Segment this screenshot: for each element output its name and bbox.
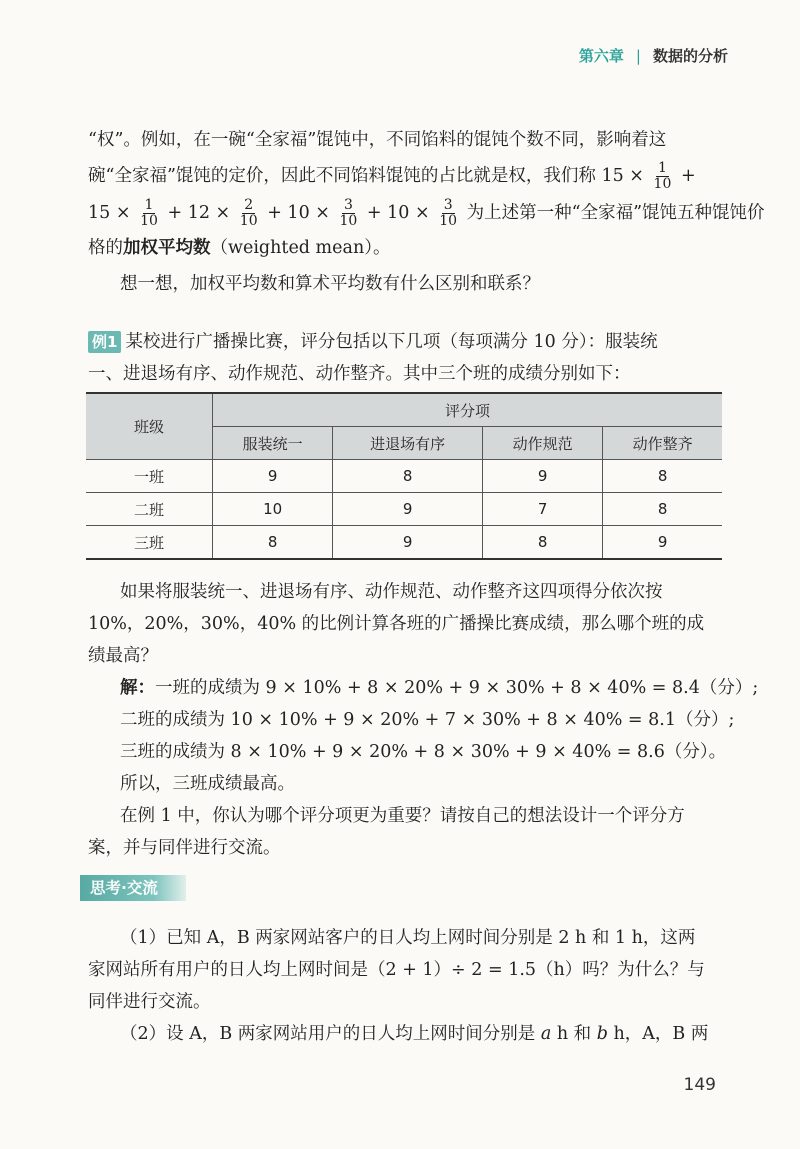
numerator: 3 [443,197,453,213]
text: 某校进行广播操比赛，评分包括以下几项（每项满分 10 分）：服装统 [125,332,658,352]
key-term: 加权平均数 [123,238,211,258]
table-cell: 10 [213,493,333,526]
column-header: 服装统一 [213,427,333,460]
fraction [437,198,459,229]
text: 15 × [88,203,131,223]
denominator: 10 [140,213,158,229]
page-number: 149 [683,1075,716,1095]
text: h 和 [551,1024,597,1044]
paragraph-line: “权”。例如，在一碗“全家福”馄饨中，不同馅料的馄饨个数不同，影响着这 [88,130,667,150]
table-cell: 9 [483,460,603,493]
column-header: 动作规范 [483,427,603,460]
paragraph-line [88,232,728,264]
text: h，A，B 两 [607,1024,709,1044]
column-header: 动作整齐 [603,427,722,460]
example-line: 一、进退场有序、动作规范、动作整齐。其中三个班的成绩分别如下： [88,364,631,384]
table-row [86,526,722,560]
text: + [680,166,696,186]
variable-a: a [540,1024,552,1044]
example-tag: 例1 [88,331,121,353]
q1-line: 同伴进行交流。 [88,992,211,1012]
variable-b: b [596,1024,608,1044]
text: + 10 × [366,203,430,223]
text: 为上述第一种“全家福”馄饨五种馄饨价 [466,203,765,223]
numerator: 3 [343,197,353,213]
table-cell: 7 [483,493,603,526]
table-row [86,493,722,526]
row-header: 一班 [86,460,213,493]
fraction [138,198,160,229]
denominator: 10 [653,176,672,192]
question-line: 10%，20%，30%，40% 的比例计算各班的广播操比赛成绩，那么哪个班的成 [88,614,705,634]
chapter-topic: 数据的分析 [652,47,728,65]
table-cell: 8 [603,460,722,493]
text: + 10 × [267,203,330,223]
question-line: 绩最高？ [88,646,158,666]
question-line: 如果将服装统一、进退场有序、动作规范、动作整齐这四项得分依次按 [120,582,663,602]
q1-line: （1）已知 A，B 两家网站客户的日人均上网时间分别是 2 h 和 1 h，这两 [120,928,696,948]
solution-line: 三班的成绩为 8 × 10% + 9 × 20% + 8 × 30% + 9 × 40% = 8.6（分）。 [120,742,727,762]
discussion-line: 在例 1 中，你认为哪个评分项更为重要？请按自己的想法设计一个评分方 [120,806,685,826]
table-cell: 9 [603,526,722,560]
table-cell: 8 [213,526,333,560]
paragraph-line [88,197,765,229]
discussion-line: 案，并与同伴进行交流。 [88,838,281,858]
q2-line [88,1018,728,1050]
numerator: 1 [657,160,667,176]
numerator: 2 [244,197,254,213]
fraction [338,198,360,229]
q1-line: 家网站所有用户的日人均上网时间是（2 + 1）÷ 2 = 1.5（h）吗？为什么？与 [88,960,705,980]
chapter-label: 第六章 [578,47,624,65]
text: 格的 [88,238,123,258]
table-row [86,460,722,493]
table-cell: 9 [333,493,483,526]
text: （weighted mean）。 [210,238,391,258]
denominator: 10 [339,213,358,229]
score-table [86,392,722,560]
solution-line: 二班的成绩为 10 × 10% + 9 × 20% + 7 × 30% + 8 × 40% = 8.1（分）; [120,710,735,730]
think-prompt: 想一想，加权平均数和算术平均数有什么区别和联系？ [120,274,540,294]
table-cell: 9 [213,460,333,493]
text: （2）设 A，B 两家网站用户的日人均上网时间分别是 [120,1024,541,1044]
paragraph-line [88,160,728,192]
denominator: 10 [239,213,258,229]
row-header: 二班 [86,493,213,526]
solution-line: 所以，三班成绩最高。 [120,774,295,794]
table-cell: 8 [603,493,722,526]
fraction [652,161,674,192]
text: 一班的成绩为 9 × 10% + 8 × 20% + 9 × 30% + 8 × 40% = 8.4（分）; [155,678,759,698]
table-group-header: 评分项 [213,393,723,427]
table-corner-header: 班级 [86,393,213,460]
solution-line [88,672,759,704]
header-separator: | [635,46,641,65]
think-exchange-banner: 思考·交流 [80,875,186,901]
text: + 12 × [167,203,231,223]
denominator: 10 [439,213,458,229]
text: 碗“全家福”馄饨的定价，因此不同馅料馄饨的占比就是权，我们称 15 × [88,166,644,186]
example-line [88,326,728,358]
table-cell: 9 [333,526,483,560]
column-header: 进退场有序 [333,427,483,460]
numerator: 1 [144,197,154,213]
solution-label: 解： [120,678,155,698]
table-cell: 8 [333,460,483,493]
page-header [579,45,728,66]
fraction [238,198,260,229]
table-cell: 8 [483,526,603,560]
row-header: 三班 [86,526,213,560]
